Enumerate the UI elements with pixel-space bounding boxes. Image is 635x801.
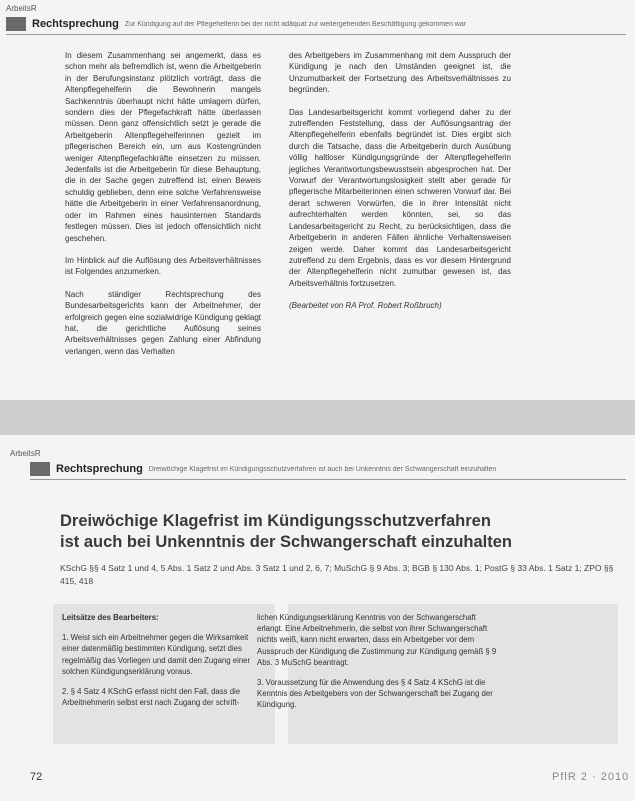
paragraph: Nach ständiger Rechtsprechung des Bundesarbeitsgerichts kann der Arbeitnehmer, der erfolgreich gegen eine sozialwidrige Kündigung geklagt hat, die gerichtliche Auflösung seines Arbeitsverhältnisses gegen Zahlung einer Abfindung verlangen, wenn das Verhalten	[65, 289, 261, 356]
leitsatz-item: 3. Voraussetzung für die Anwendung des § 4 Satz 4 KSchG ist die Kenntnis des Arbeitgebers von der Schwangerschaft bei Zugang der Kündigung.	[257, 678, 493, 710]
paragraph: In diesem Zusammenhang sei angemerkt, dass es schon mehr als befremdlich ist, wenn die Arbeitgeberin in der Berufungsinstanz plötzlich vorträgt, dass die Altenpflegehelferin die Bewohnerin mangels Sachkenntnis überhaupt nicht hätte umlagern dürfen, sondern dies der Pflegefachkraft hätte überlassen müssen. Denn ganz offensichtlich setzt je gerade die Arbeitgeberin Altenpflegehelferinnen gezielt im pflegerischen Bereich ein, um aus Kostengründen weniger Altenpflegefachkräfte einsetzen zu müssen. Jedenfalls ist die Arbeitgeberin für diese Behauptung, die in der Sache gegen zutreffend ist, einen Beweis schuldig geblieben, denn eine solche Verfahrensweise hätte die Arbeitgeberin in einer Verfahrensanordnung, oder im Rahmen eines hausinternen Standards festlegen müssen. Dies ist jedoch offensichtlich nicht geschehen.	[65, 51, 261, 243]
headline-line: ist auch bei Unkenntnis der Schwangerschaft einzuhalten	[60, 533, 513, 551]
header-rule	[30, 479, 626, 480]
leitsatz-item: 2. § 4 Satz 4 KSchG erfasst nicht den Fall, dass die Arbeitnehmerin selbst erst nach Zugang der schrift-	[62, 687, 241, 708]
category-title: Rechtsprechung	[56, 463, 143, 475]
header-subtitle: Dreiwöchige Klagefrist im Kündigungsschutzverfahren ist auch bei Unkenntnis der Schwangerschaft einzuhalten	[148, 465, 497, 473]
journal-issue: PflR 2 · 2010	[552, 771, 630, 783]
author-note: (Bearbeitet von RA Prof. Robert Roßbruch)	[289, 301, 442, 311]
section-header	[30, 461, 626, 477]
section-header	[6, 16, 626, 32]
header-rule	[6, 34, 626, 35]
leitsatz-item: 1. Weist sich ein Arbeitnehmer gegen die Wirksamkeit einer datenmäßig bestimmten Kündigung, setzt dies regelmäßig das Vorliegen und damit den Zugang einer solchen Kündigungserklärung voraus.	[62, 633, 251, 676]
left-column	[65, 50, 261, 368]
law-references: KSchG §§ 4 Satz 1 und 4, 5 Abs. 1 Satz 2 und Abs. 3 Satz 1 und 2, 6, 7; MuSchG § 9 Abs. 3; BGB § 130 Abs. 1; PostG § 33 Abs. 1 Satz 1; ZPO §§ 415, 418	[60, 563, 614, 586]
section-label: ArbeitsR	[6, 4, 37, 13]
article-headline	[60, 511, 620, 553]
page-number: 72	[30, 771, 43, 783]
headline-line: Dreiwöchige Klagefrist im Kündigungsschutzverfahren	[60, 512, 491, 530]
leitsaetze-heading: Leitsätze des Bearbeiters:	[62, 613, 159, 622]
category-title: Rechtsprechung	[32, 18, 119, 30]
leitsaetze-right	[257, 612, 497, 720]
section-marker	[30, 462, 50, 476]
leitsaetze-left	[62, 612, 267, 717]
section-label: ArbeitsR	[10, 449, 41, 458]
leitsatz-item: lichen Kündigungserklärung Kenntnis von der Schwangerschaft erlangt. Eine Arbeitnehmerin, die selbst von ihrer Schwangerschaft nichts weiß, kann nicht erwarten, dass ein Arbeitgeber vor dem Ausspruch der Kündigung die Zustimmung zur Kündigung gemäß § 9 Abs. 3 MuSchG beantragt.	[257, 613, 497, 667]
header-subtitle: Zur Kündigung auf der Pflegehelferin bei der nicht adäquat zur weitergehenden Beschäftigung gekommen war	[124, 20, 467, 28]
paragraph: des Arbeitgebers im Zusammenhang mit dem Ausspruch der Kündigung je nach den Umständen geeignet ist, die Unzumutbarkeit der Fortsetzung des Arbeitsverhältnisses zu begründen.	[289, 51, 511, 95]
scan-band	[0, 400, 635, 435]
right-column	[289, 50, 511, 323]
paragraph: Im Hinblick auf die Auflösung des Arbeitsverhältnisses ist Folgendes anzumerken.	[65, 255, 261, 277]
paragraph: Das Landesarbeitsgericht kommt vorliegend daher zu der zutreffenden Feststellung, dass der Auflösungsantrag der Altenpflegehelferin ebenfalls begründet ist. Dies ergibt sich durch die Tatsache, dass die Arbeitgeberin durch Ausübung völlig haltloser Kündigungsgründe der Altenpflegehelferin jegliches Verantwortungsbewusstsein abgesprochen hat. Der Vorwurf der Verantwortungslosigkeit stellt aber gerade für pflegerische Mitarbeiterinnen einen schweren Vorwurf dar. Bei derart schweren Vorwürfen, die in ihrer Intensität nicht aufrechterhalten werden könnten, sei, so das Landesarbeitsgericht zu Recht, zu berücksichtigen, dass die Arbeitgeberin in anderen Fällen ähnliche Verhaltensweisen zeigen werde. Daher kommt das Landesarbeitsgericht zutreffend zu dem Ergebnis, dass es vor diesem Hintergrund der Altenpflegehelferin nicht zumutbar gewesen ist, das Arbeitsverhältnis fortzusetzen.	[289, 107, 511, 288]
section-marker	[6, 17, 26, 31]
